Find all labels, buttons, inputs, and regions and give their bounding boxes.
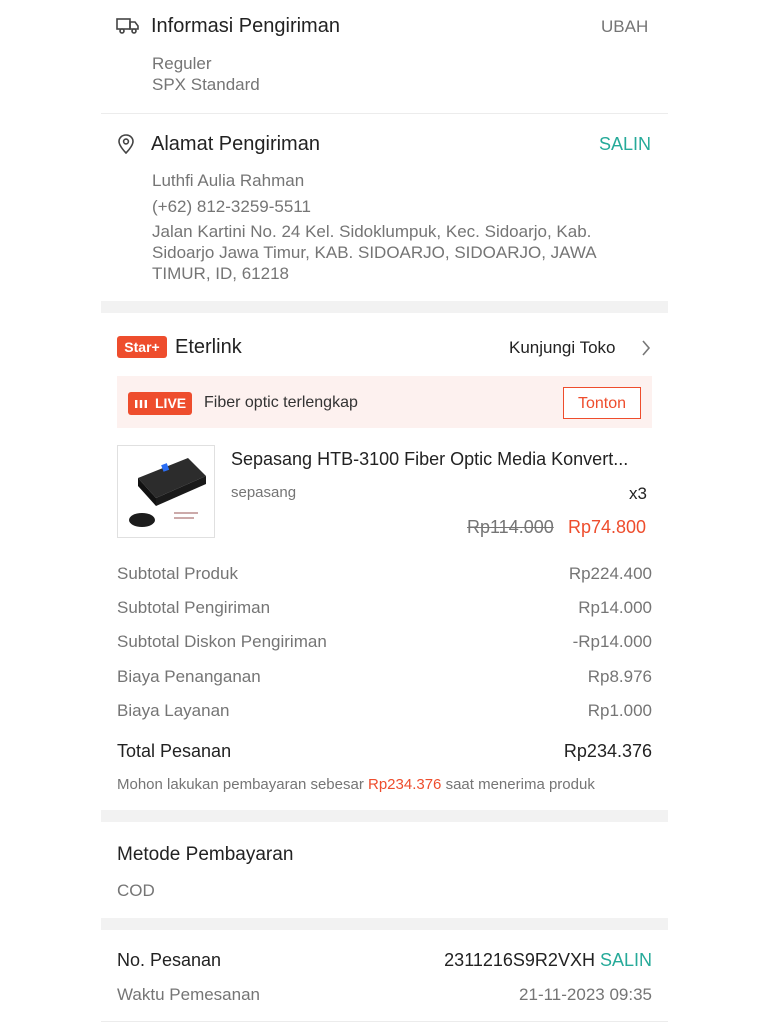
shipping-title: Informasi Pengiriman bbox=[151, 15, 340, 37]
summary-label: Biaya Penanganan bbox=[117, 667, 261, 686]
payment-method-value: COD bbox=[117, 881, 155, 900]
payment-note bbox=[117, 776, 595, 793]
payment-method-title: Metode Pembayaran bbox=[117, 844, 294, 865]
divider bbox=[101, 1021, 668, 1022]
payment-note-suffix: saat menerima produk bbox=[445, 776, 595, 793]
change-shipping-button[interactable]: UBAH bbox=[601, 17, 649, 36]
product-variant: sepasang bbox=[231, 484, 297, 501]
divider bbox=[101, 113, 668, 114]
original-price: Rp114.000 bbox=[467, 517, 554, 537]
total-value: Rp234.376 bbox=[563, 741, 652, 761]
address-line: TIMUR, ID, 61218 bbox=[152, 264, 289, 283]
section-divider bbox=[101, 301, 668, 313]
live-badge bbox=[128, 392, 192, 415]
watch-live-button[interactable]: Tonton bbox=[563, 387, 641, 419]
address-title: Alamat Pengiriman bbox=[151, 133, 320, 155]
total-label: Total Pesanan bbox=[117, 741, 232, 761]
payment-note-amount: Rp234.376 bbox=[368, 776, 442, 793]
summary-value: Rp1.000 bbox=[587, 701, 652, 720]
live-label: LIVE bbox=[155, 395, 187, 411]
summary-label: Subtotal Pengiriman bbox=[117, 598, 271, 617]
product-quantity: x3 bbox=[629, 484, 647, 503]
order-time: 21-11-2023 09:35 bbox=[519, 985, 652, 1004]
summary-value: -Rp14.000 bbox=[572, 632, 652, 651]
visit-shop-link[interactable]: Kunjungi Toko bbox=[509, 338, 616, 357]
order-number-label: No. Pesanan bbox=[117, 950, 222, 970]
chevron-right-icon[interactable] bbox=[640, 339, 652, 357]
product-name[interactable]: Sepasang HTB-3100 Fiber Optic Media Konvert... bbox=[231, 449, 629, 469]
shipping-type: Reguler bbox=[152, 54, 212, 73]
shipping-service: SPX Standard bbox=[152, 75, 260, 94]
product-thumbnail[interactable] bbox=[117, 445, 215, 538]
section-divider bbox=[101, 918, 668, 930]
live-bars-icon bbox=[134, 398, 148, 409]
summary-label: Biaya Layanan bbox=[117, 701, 230, 720]
summary-label: Subtotal Diskon Pengiriman bbox=[117, 632, 327, 651]
summary-value: Rp8.976 bbox=[587, 667, 652, 686]
order-number: 2311216S9R2VXH bbox=[444, 950, 595, 970]
summary-value: Rp224.400 bbox=[568, 564, 652, 583]
truck-icon bbox=[116, 16, 140, 36]
summary-label: Subtotal Produk bbox=[117, 564, 238, 583]
address-line: Sidoarjo Jawa Timur, KAB. SIDOARJO, SIDOARJO, JAWA bbox=[152, 243, 597, 262]
media-converter-image bbox=[118, 446, 214, 537]
discounted-price: Rp74.800 bbox=[568, 517, 647, 537]
copy-address-button[interactable]: SALIN bbox=[599, 134, 652, 154]
live-title: Fiber optic terlengkap bbox=[204, 394, 358, 411]
order-number-row bbox=[444, 950, 652, 971]
order-time-label: Waktu Pemesanan bbox=[117, 985, 260, 1004]
location-pin-icon bbox=[117, 134, 135, 154]
shop-name[interactable]: Eterlink bbox=[175, 336, 242, 358]
section-divider bbox=[101, 810, 668, 822]
recipient-phone: (+62) 812-3259-5511 bbox=[152, 197, 311, 216]
copy-order-number-button[interactable]: SALIN bbox=[599, 950, 652, 970]
payment-note-prefix: Mohon lakukan pembayaran sebesar bbox=[117, 776, 364, 793]
address-line: Jalan Kartini No. 24 Kel. Sidoklumpuk, Kec. Sidoarjo, Kab. bbox=[152, 222, 592, 241]
recipient-name: Luthfi Aulia Rahman bbox=[152, 171, 305, 190]
summary-value: Rp14.000 bbox=[578, 598, 652, 617]
star-plus-badge: Star+ bbox=[117, 336, 167, 358]
